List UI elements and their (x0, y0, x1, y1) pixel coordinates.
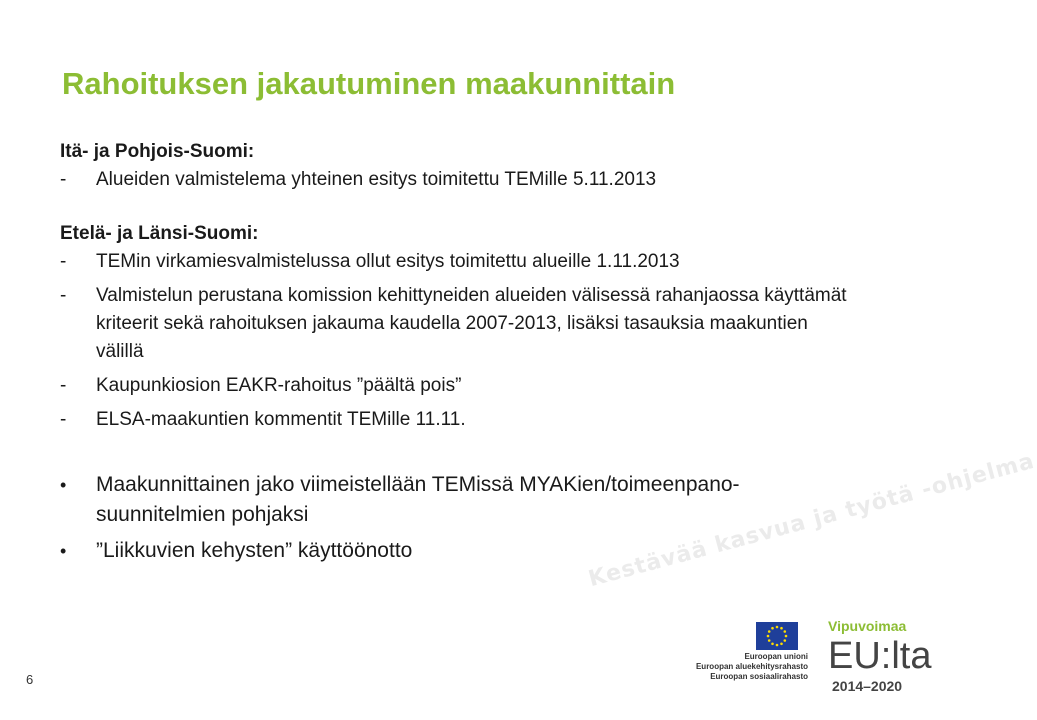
program-watermark: Kestävää kasvua ja työtä -ohjelma (586, 448, 1037, 593)
dash-item (60, 372, 880, 400)
dash-marker: - (60, 169, 67, 190)
dash-item-text: Valmistelun perustana komission kehittyneiden alueiden välisessä rahanjaossa käyttämät kriteerit sekä rahoituksen jakauma kaudella 2007-2013, lisäksi tasauksia maakuntien välillä (96, 285, 847, 362)
section-heading-ita-pohjois: Itä- ja Pohjois-Suomi: (60, 141, 255, 162)
dash-marker: - (60, 409, 67, 430)
bullet-text: ”Liikkuvien kehysten” käyttöönotto (96, 539, 413, 562)
eu-flag-icon (756, 622, 798, 650)
bullet-text: Maakunnittainen jako viimeistellään TEMissä MYAKien/toimeenpano-suunnitelmien pohjaksi (96, 473, 740, 526)
page-number: 6 (26, 672, 34, 687)
dash-item (60, 406, 880, 434)
eu-logo-line: Euroopan aluekehitysrahasto (695, 662, 808, 671)
vipuvoimaa-title: Vipuvoimaa (828, 618, 907, 634)
slide-title: Rahoituksen jakautuminen maakunnittain (62, 66, 676, 101)
dash-marker: - (60, 285, 67, 306)
dash-item-text: ELSA-maakuntien kommentit TEMille 11.11. (96, 409, 466, 430)
slide-content (60, 138, 880, 566)
dash-item-text: Kaupunkiosion EAKR-rahoitus ”päältä pois” (96, 375, 462, 396)
dash-item (60, 282, 880, 366)
bullet-marker: • (60, 475, 67, 495)
vipuvoimaa-logo (826, 616, 934, 694)
dash-item (60, 166, 880, 194)
eu-logo (692, 622, 808, 688)
dash-marker: - (60, 251, 67, 272)
eu-logo-line: Euroopan sosiaalirahasto (710, 672, 808, 681)
eu-logo-line: Euroopan unioni (744, 652, 808, 661)
dash-item (60, 248, 880, 276)
dash-item-text: TEMin virkamiesvalmistelussa ollut esitys toimitettu alueille 1.11.2013 (96, 251, 680, 272)
dash-marker: - (60, 375, 67, 396)
eu-logo-text (692, 652, 808, 682)
section-heading-etela-lansi: Etelä- ja Länsi-Suomi: (60, 223, 259, 244)
bullet-marker: • (60, 541, 67, 561)
dash-item-text: Alueiden valmistelema yhteinen esitys toimitettu TEMille 5.11.2013 (96, 169, 657, 190)
vipuvoimaa-eu-text: EU:lta (828, 635, 932, 677)
vipuvoimaa-years: 2014–2020 (832, 678, 903, 694)
